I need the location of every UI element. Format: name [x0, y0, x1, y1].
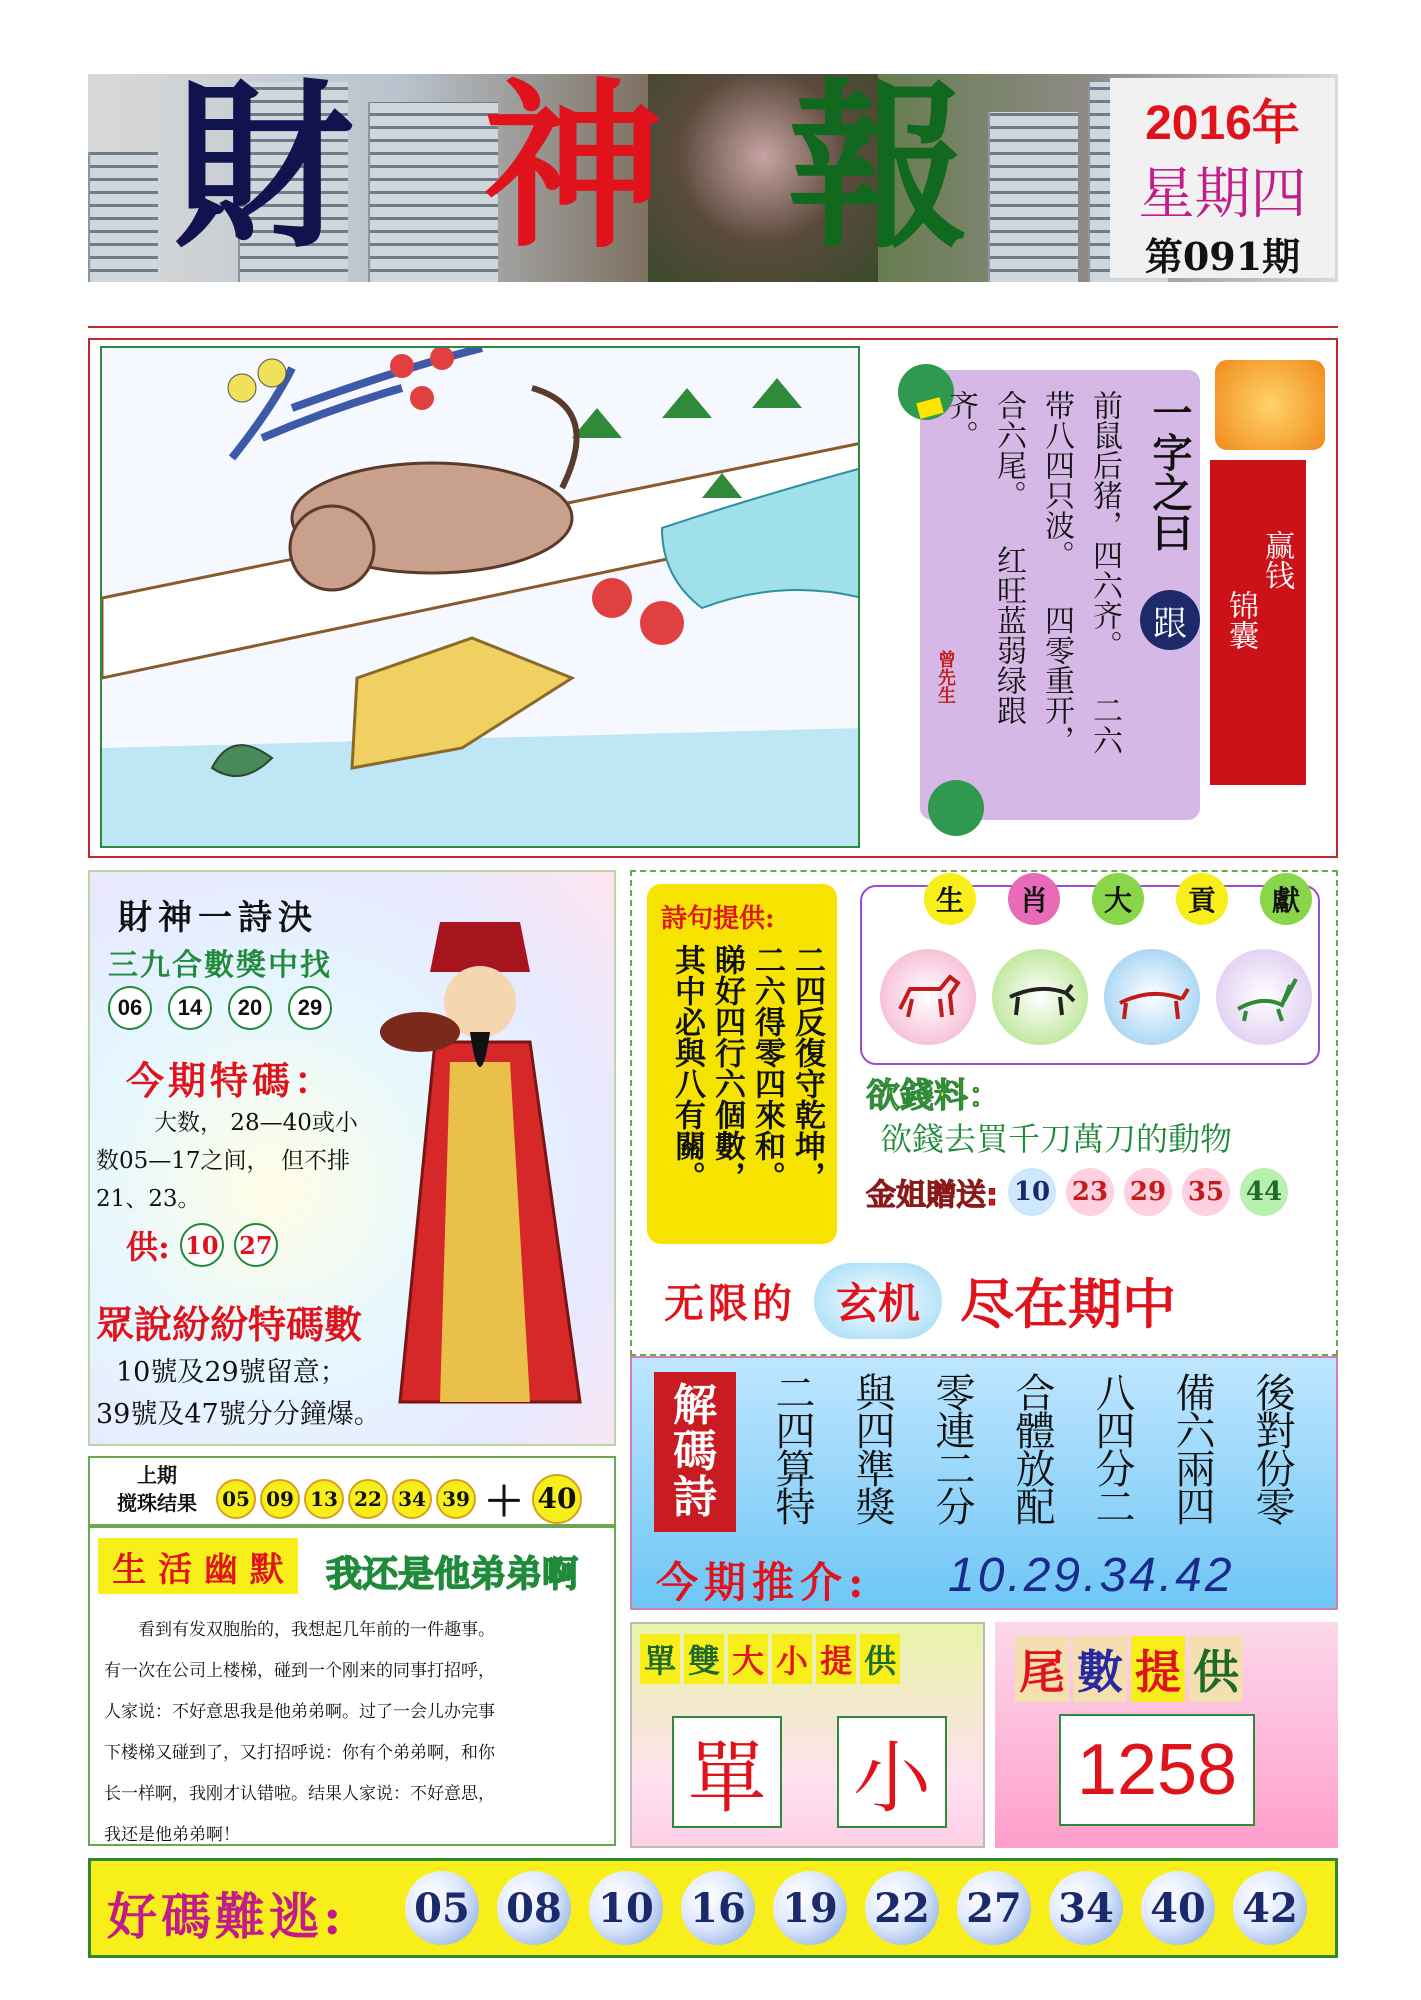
- caishen-heading: 財神一詩決: [118, 898, 318, 938]
- special-ball: 40: [532, 1474, 582, 1524]
- year-label: 2016年: [1145, 97, 1300, 150]
- number-ball: 06: [108, 986, 152, 1030]
- decode-title-char: 碼: [673, 1425, 717, 1477]
- rabbit-icon: [1216, 949, 1312, 1045]
- scroll-verse: [936, 390, 1128, 770]
- tail-value: 1258: [1059, 1714, 1255, 1826]
- decode-column: 零連二分: [929, 1372, 975, 1524]
- decode-title-char: 詩: [673, 1472, 717, 1524]
- number-ball: 23: [1066, 1168, 1114, 1216]
- odd-even-box: [630, 1622, 985, 1848]
- plus-sign: ＋: [484, 1478, 524, 1525]
- number-ball: 13: [304, 1479, 344, 1519]
- label-char: 數: [1073, 1636, 1127, 1702]
- number-ball: 22: [865, 1871, 939, 1945]
- scroll-key-char: 跟: [1140, 590, 1200, 650]
- author-label: 曾先生: [935, 650, 956, 704]
- good-numbers-balls: [405, 1871, 1307, 1945]
- good-numbers-label: 好碼難逃:: [107, 1887, 346, 1946]
- number-ball: 14: [168, 986, 212, 1030]
- riddle-scroll: [920, 370, 1200, 820]
- decode-column: 備六兩四: [1169, 1372, 1215, 1524]
- label-char: 尾: [1015, 1636, 1069, 1702]
- label-char: 大: [728, 1634, 768, 1684]
- caishen-figure: [380, 902, 610, 1422]
- poem-offer-title: 詩句提供:: [661, 904, 775, 934]
- label-char: 單: [640, 1634, 680, 1684]
- humor-body: [104, 1610, 604, 1856]
- number-ball: 29: [288, 986, 332, 1030]
- label-char: 提: [816, 1634, 856, 1684]
- slogan-part: 玄机: [814, 1263, 942, 1339]
- number-ball: 22: [348, 1479, 388, 1519]
- special-code-title: 今期特碼：: [126, 1058, 337, 1103]
- scroll-roll: [928, 780, 984, 836]
- humor-line: 有一次在公司上楼梯，碰到一个刚来的同事打招呼，: [104, 1661, 495, 1681]
- weekday-label: 星期四: [1138, 162, 1307, 227]
- humor-line: 我还是他弟弟啊！: [104, 1825, 240, 1845]
- tail-number-box: [995, 1622, 1338, 1848]
- caishen-subheading: 三九合數獎中找: [108, 948, 332, 983]
- decode-title-char: 解: [673, 1379, 717, 1431]
- side-banner: [1210, 460, 1306, 785]
- number-ball: 05: [216, 1479, 256, 1519]
- banner-char: 肖: [1008, 873, 1060, 925]
- last-draw-balls: [216, 1470, 582, 1527]
- humor-label: 生 活 幽 默: [98, 1538, 298, 1594]
- number-ball: 40: [1141, 1871, 1215, 1945]
- poem-offer-verse: [667, 944, 827, 1234]
- label-char: 提: [1131, 1636, 1185, 1702]
- banner-char: 大: [1092, 873, 1144, 925]
- poem-offer-line: 睇好四行六個數，: [709, 944, 745, 1192]
- number-ball: 39: [436, 1479, 476, 1519]
- money-tip-title: 欲錢料：: [866, 1076, 1002, 1116]
- title-char-cai: 財: [174, 74, 355, 273]
- last-draw-label-line: 搅珠结果: [117, 1493, 197, 1515]
- odd-even-label: [640, 1634, 900, 1684]
- humor-line: 看到有发双胞胎的，我想起几年前的一件趣事。: [138, 1620, 495, 1640]
- number-ball: 08: [497, 1871, 571, 1945]
- poem-offer-line: 二六得零四來和。: [749, 944, 785, 1192]
- number-ball: 05: [405, 1871, 479, 1945]
- size-value: 小: [837, 1716, 947, 1828]
- special-code-text: 大数， 28—40或小数05—17之间， 但不排21、23。: [96, 1110, 358, 1212]
- side-label-tips: 锦囊: [1223, 590, 1258, 650]
- decode-poem-box: [630, 1356, 1338, 1610]
- number-ball: 20: [228, 986, 272, 1030]
- humor-box: [88, 1526, 616, 1846]
- decode-verse: [769, 1372, 1295, 1524]
- scroll-title: 一字之曰: [1146, 392, 1193, 552]
- humor-line: 人家说：不好意思我是他弟弟啊。过了一会儿办完事: [104, 1702, 495, 1722]
- label-char: 小: [772, 1634, 812, 1684]
- slogan-part: 尽在期中: [960, 1273, 1177, 1336]
- poem-offer-line: 二四反復守乾坤，: [789, 944, 825, 1192]
- number-ball: 34: [392, 1479, 432, 1519]
- building-illustration: [368, 102, 498, 282]
- number-ball: 35: [1182, 1168, 1230, 1216]
- banner-char: 生: [924, 873, 976, 925]
- number-ball: 27: [234, 1223, 278, 1267]
- offer-label: 供:: [126, 1228, 170, 1266]
- decode-column: 八四分二: [1089, 1372, 1135, 1524]
- money-tip-text: 欲錢去買千刀萬刀的動物: [880, 1120, 1233, 1158]
- number-ball: 42: [1233, 1871, 1307, 1945]
- poem-offer-card: [647, 884, 837, 1244]
- date-box: [1110, 78, 1335, 278]
- title-char-shen: 神: [483, 74, 664, 273]
- number-ball: 34: [1049, 1871, 1123, 1945]
- crowd-title: 眾說紛紛特碼數: [96, 1302, 363, 1347]
- issue-number: 第091期: [1144, 234, 1301, 279]
- scroll-line: 二六带八四只波。: [1039, 390, 1122, 755]
- zodiac-banner: [860, 885, 1320, 1065]
- good-numbers-bar: [88, 1858, 1338, 1958]
- number-ball: 29: [1124, 1168, 1172, 1216]
- banner-char: 貢: [1176, 873, 1228, 925]
- number-ball: 16: [681, 1871, 755, 1945]
- riddle-picture: [100, 346, 860, 848]
- decode-title: [654, 1372, 736, 1532]
- odd-even-value: 單: [672, 1716, 782, 1828]
- building-illustration: [88, 152, 158, 282]
- humor-line: 下楼梯又碰到了，又打招呼说：你有个弟弟啊，和你: [104, 1743, 495, 1763]
- scroll-line: 前鼠后猪，四六齐。: [1087, 390, 1122, 660]
- decode-column: 二四算特: [769, 1372, 815, 1524]
- humor-line: 长一样啊，我刚才认错啦。结果人家说：不好意思，: [104, 1784, 495, 1804]
- leopard-illustration: [102, 348, 860, 848]
- caishen-balls: [108, 986, 332, 1030]
- side-label-win: 赢钱: [1259, 530, 1294, 590]
- number-ball: 10: [1008, 1168, 1056, 1216]
- gift-label: 金姐贈送:: [866, 1178, 998, 1213]
- tiger-icon: [1104, 949, 1200, 1045]
- decode-column: 合體放配: [1009, 1372, 1055, 1524]
- ox-icon: [992, 949, 1088, 1045]
- number-ball: 09: [260, 1479, 300, 1519]
- tail-label: [1015, 1636, 1243, 1702]
- humor-title: 我还是他弟弟啊: [326, 1554, 579, 1595]
- last-draw-box: [88, 1456, 616, 1526]
- offer-row: [126, 1222, 278, 1268]
- recommend-value: 10.29.34.42: [948, 1549, 1235, 1602]
- decode-column: 後對份零: [1249, 1372, 1295, 1524]
- number-ball: 19: [773, 1871, 847, 1945]
- decode-column: 與四準獎: [849, 1372, 895, 1524]
- recommend-label: 今期推介:: [656, 1558, 870, 1607]
- number-ball: 10: [589, 1871, 663, 1945]
- building-illustration: [988, 112, 1078, 282]
- divider: [88, 326, 1338, 328]
- crowd-line: 39號及47號分分鐘爆。: [96, 1399, 381, 1430]
- number-ball: 10: [180, 1223, 224, 1267]
- number-ball: 27: [957, 1871, 1031, 1945]
- slogan-part: 无限的: [664, 1281, 796, 1327]
- last-draw-label: [102, 1462, 212, 1518]
- label-char: 雙: [684, 1634, 724, 1684]
- gift-row: [866, 1168, 1288, 1216]
- scroll-line: 红旺蓝弱绿跟齐。: [943, 390, 1026, 725]
- caishen-poem-box: [88, 870, 616, 1446]
- banner-char: 獻: [1260, 873, 1312, 925]
- title-char-bao: 報: [788, 74, 969, 273]
- last-draw-label-line: 上期: [137, 1465, 177, 1487]
- crowd-line: 10號及29號留意；: [116, 1357, 347, 1388]
- poem-offer-line: 其中必與八有關。: [669, 944, 705, 1192]
- number-ball: 44: [1240, 1168, 1288, 1216]
- label-char: 供: [860, 1634, 900, 1684]
- money-bag-icon: [1215, 360, 1325, 450]
- scroll-line: 四零重开，合六尾。: [991, 390, 1074, 755]
- horse-icon: [880, 949, 976, 1045]
- slogan: [664, 1262, 1176, 1339]
- label-char: 供: [1189, 1636, 1243, 1702]
